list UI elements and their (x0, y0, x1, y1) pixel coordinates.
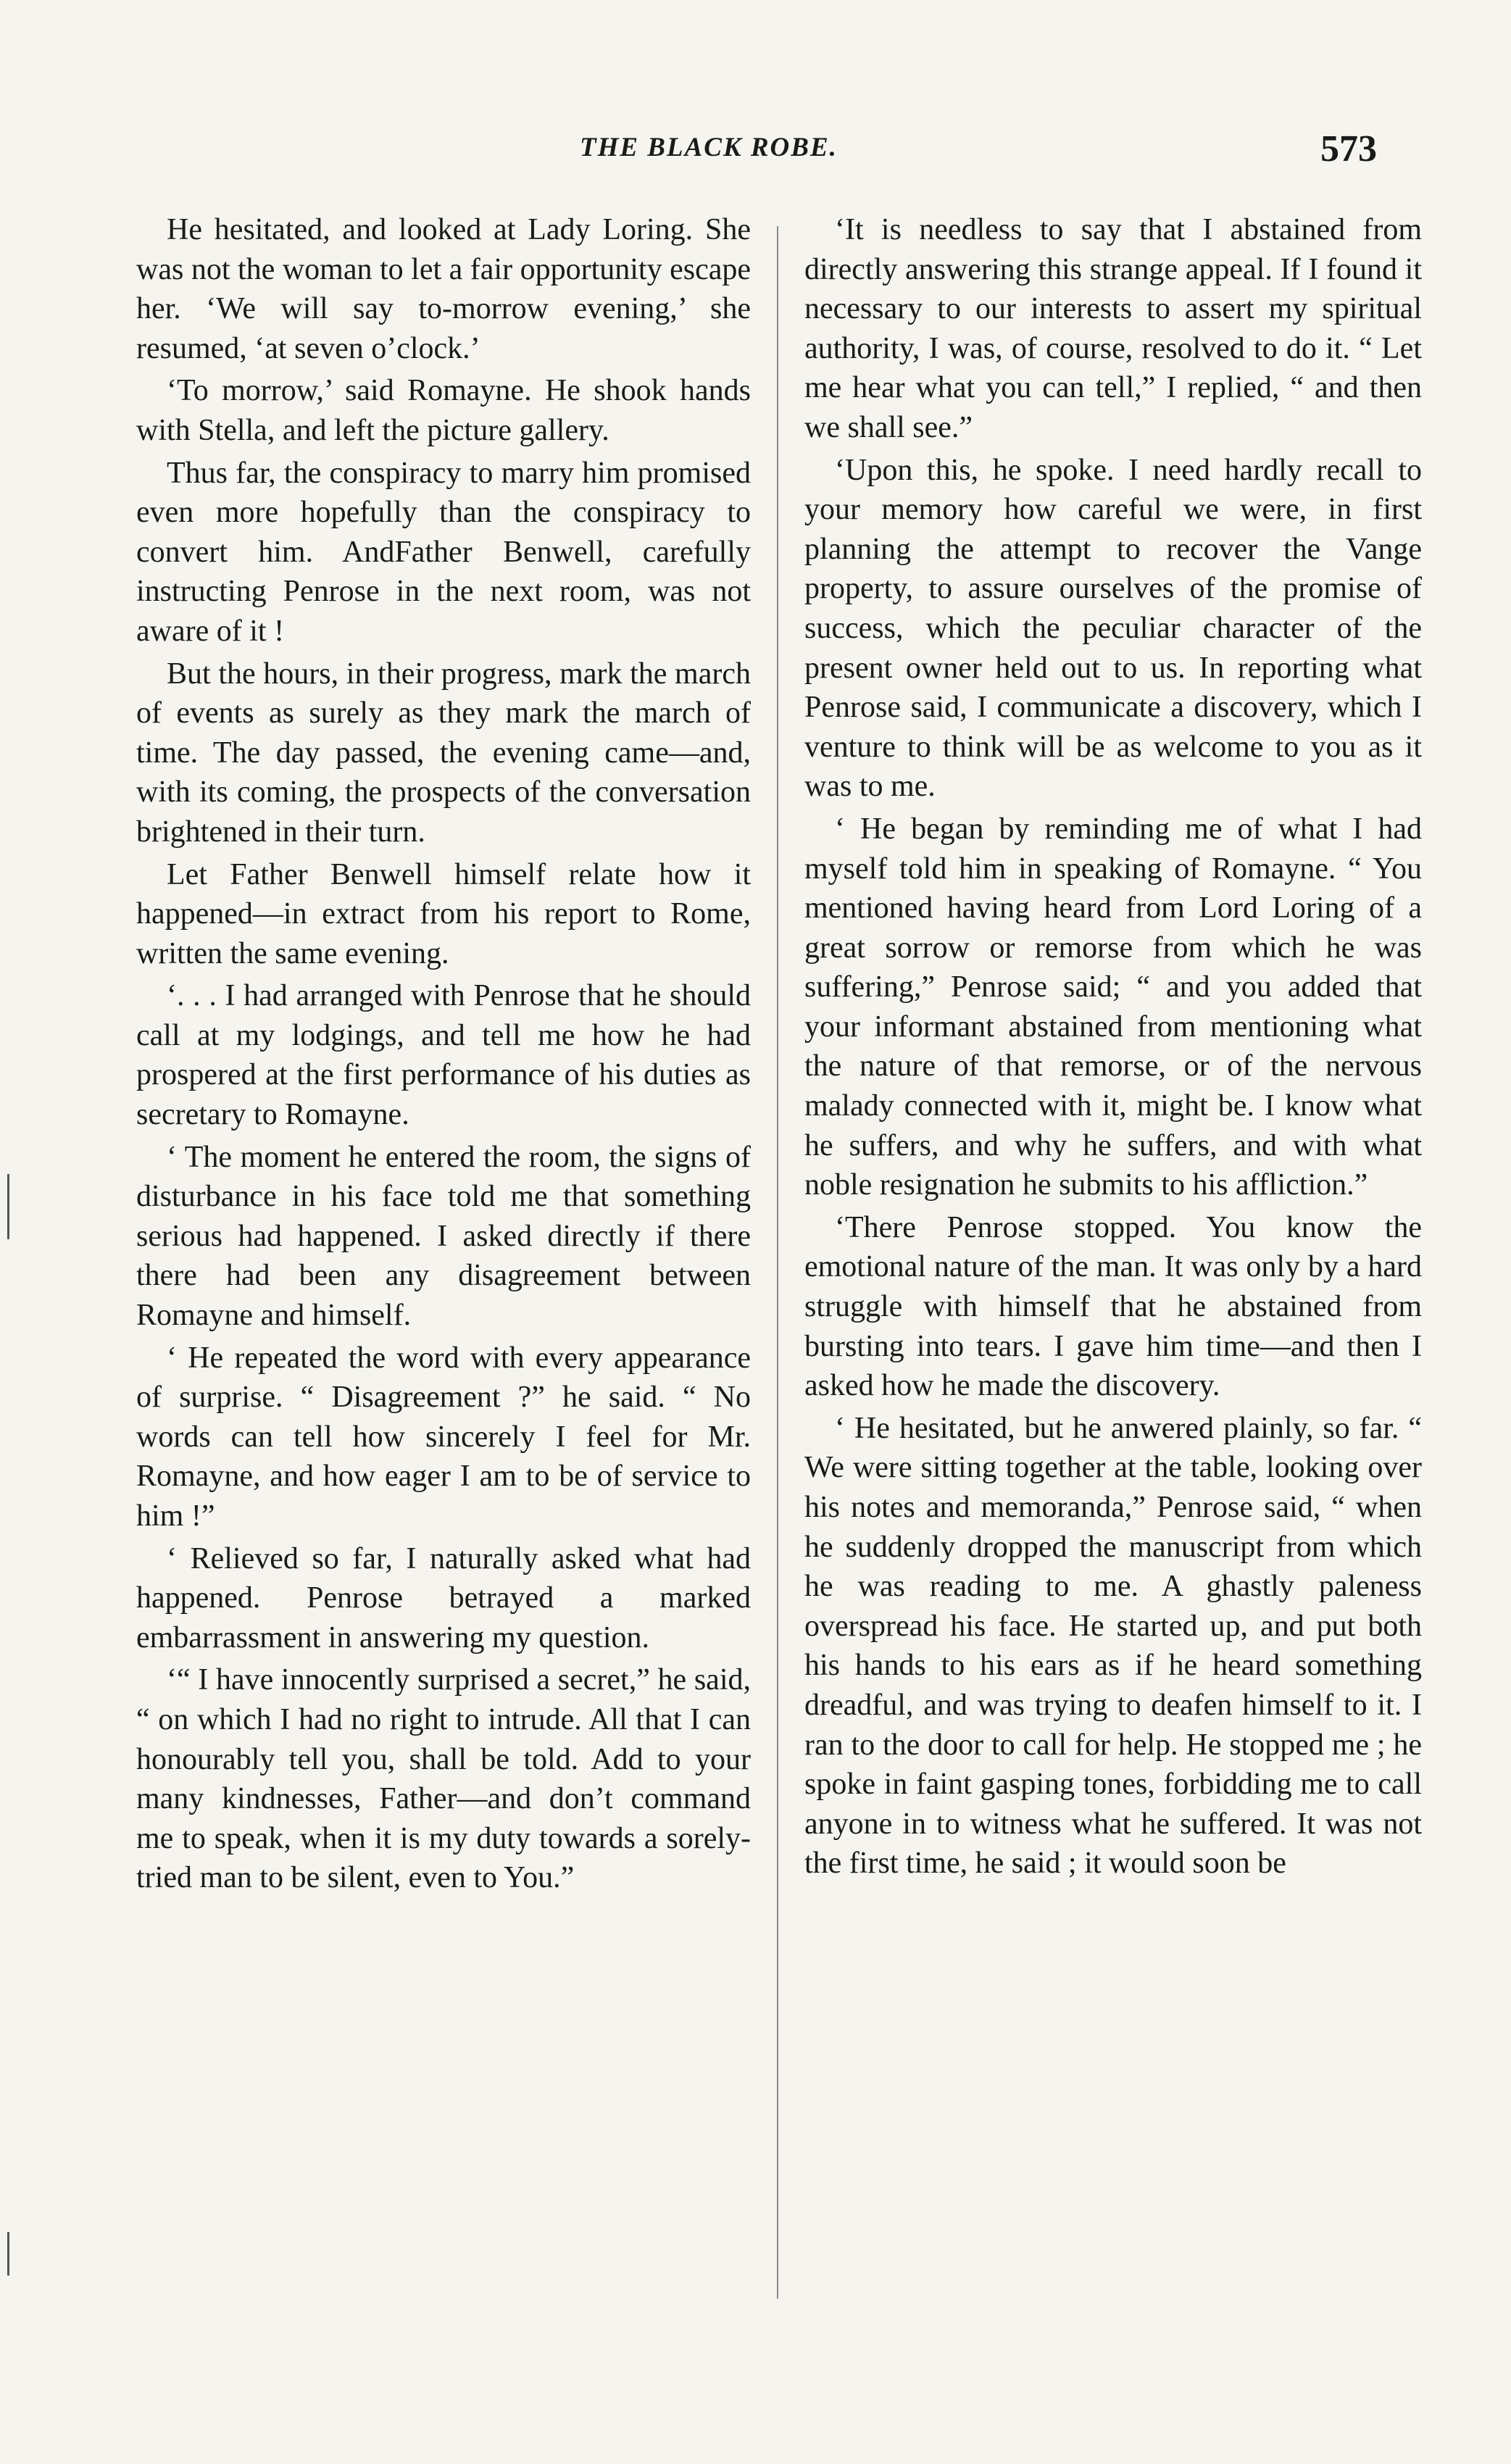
paragraph: ‘ The moment he entered the room, the signs of disturbance in his face told me that something serious had happened. I asked directly if there there had been any disagreement between Romayne and himself. (136, 1140, 751, 1333)
paragraph: ‘It is needless to say that I abstained from directly answering this strange appeal. If I found it necessary to our interests to assert my spiritual authority, I was, of course, resolved to do it. “ Let me hear what you can tell,” I replied, “ and then we shall see.” (804, 213, 1422, 444)
paragraph: ‘“ I have innocently surprised a secret,” he said, “ on which I had no right to intrude. All that I can honourably tell you, shall be told. Add to your many kindnesses, Father—and don’t command me to speak, when it is my duty towards a sorely-tried man to be silent, even to You.” (136, 1663, 751, 1895)
paragraph: Let Father Benwell himself relate how it happened—in extract from his report to Rome, written the same evening. (136, 857, 751, 970)
paragraph: ‘. . . I had arranged with Penrose that he should call at my lodgings, and tell me how he had prospered at the first performance of his duties as secretary to Romayne. (136, 979, 751, 1132)
paragraph: ‘ Relieved so far, I naturally asked what had happened. Penrose betrayed a marked embarrassment in answering my question. (136, 1541, 751, 1655)
paragraph: Thus far, the conspiracy to marry him promised even more hopefully than the conspiracy to convert him. AndFather Benwell, carefully instructing Penrose in the next room, was not aware of it ! (136, 456, 751, 648)
column-divider (777, 226, 778, 2299)
page-number: 573 (1320, 128, 1377, 170)
paragraph: But the hours, in their progress, mark the march of events as surely as they mark the march of time. The day passed, the evening came—and, with its coming, the prospects of the conversation brightened in their turn. (136, 657, 751, 849)
paragraph: ‘ He hesitated, but he anwered plainly, so far. “ We were sitting together at the table, looking over his notes and memoranda,” Penrose said, “ when he suddenly dropped the manuscript from which he was reading to me. A ghastly paleness overspread his face. He started up, and put both his hands to his ears as if he heard something dreadful, and was trying to deafen himself to it. I ran to the door to call for help. He stopped me ; he spoke in faint gasping tones, forbidding me to call anyone in to witness what he suffered. It was not the first time, he said ; it would soon be (804, 1411, 1422, 1881)
margin-mark (7, 2232, 9, 2276)
paragraph: ‘ He repeated the word with every appearance of surprise. “ Disagreement ?” he said. “ No words can tell how sincerely I feel for Mr. Romayne, and how eager I am to be of service to him !” (136, 1341, 751, 1533)
paragraph: ‘To morrow,’ said Romayne. He shook hands with Stella, and left the picture gallery. (136, 374, 751, 447)
paragraph: ‘ He began by reminding me of what I had myself told him in speaking of Romayne. “ You mentioned having heard from Lord Loring of a great sorrow or remorse from which he was suffering,” Penrose said; “ and you added that your informant abstained from mentioning what the nature of that remorse, or of the nervous malady connected with it, might be. I know what he suffers, and why he suffers, and with what noble resignation he submits to his affliction.” (804, 812, 1422, 1202)
paragraph: ‘Upon this, he spoke. I need hardly recall to your memory how careful we were, in first planning the attempt to recover the Vange property, to assure ourselves of the promise of success, which the peculiar character of the present owner held out to us. In reporting what Penrose said, I communicate a discovery, which I venture to think will be as welcome to you as it was to me. (804, 453, 1422, 804)
left-column (136, 210, 751, 2319)
running-header (0, 128, 1511, 183)
right-column (804, 210, 1422, 2319)
running-title: THE BLACK ROBE. (580, 133, 838, 162)
margin-mark (7, 1174, 9, 1239)
paragraph: He hesitated, and looked at Lady Loring. She was not the woman to let a fair opportunity escape her. ‘We will say to-morrow evening,’ she resumed, ‘at seven o’clock.’ (136, 213, 751, 365)
paragraph: ‘There Penrose stopped. You know the emotional nature of the man. It was only by a hard struggle with himself that he abstained from bursting into tears. I gave him time—and then I asked how he made the discovery. (804, 1210, 1422, 1403)
